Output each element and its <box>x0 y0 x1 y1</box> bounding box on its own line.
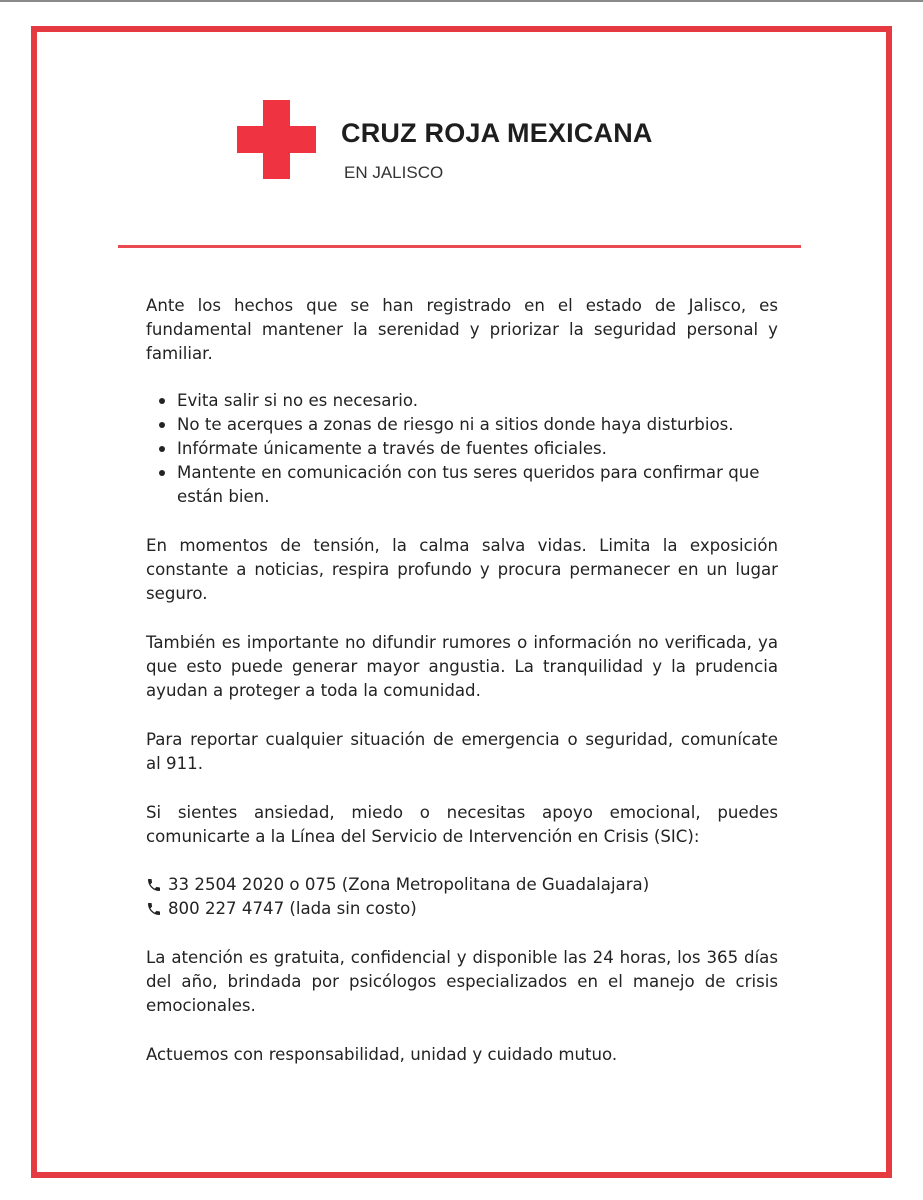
organization-name: CRUZ ROJA MEXICANA <box>341 118 653 148</box>
list-item-text: Evita salir si no es necesario. <box>177 391 419 410</box>
statement-body <box>146 294 778 1067</box>
phone-number-text: 800 227 4747 (lada sin costo) <box>168 899 417 918</box>
calm-paragraph: En momentos de tensión, la calma salva vidas. Limita la exposición constante a noticias, respira profundo y procura permanecer en un lugar seguro. <box>146 536 778 603</box>
bullet-icon <box>159 398 165 404</box>
recommendations-list <box>146 389 778 509</box>
red-cross-icon <box>237 100 316 179</box>
phone-line <box>146 873 778 897</box>
top-edge-strip <box>0 0 923 2</box>
rumors-paragraph: También es importante no difundir rumores o información no verificada, ya que esto puede generar mayor angustia. La tranquilidad y la prudencia ayudan a proteger a toda la comunidad. <box>146 633 778 700</box>
bullet-icon <box>159 446 165 452</box>
list-item-text: Mantente en comunicación con tus seres queridos para confirmar que están bien. <box>177 463 760 506</box>
list-item <box>146 413 778 437</box>
report-paragraph: Para reportar cualquier situación de emergencia o seguridad, comunícate al 911. <box>146 730 778 773</box>
bullet-icon <box>159 422 165 428</box>
header-divider <box>118 245 801 248</box>
phone-icon <box>146 877 162 893</box>
list-item-text: No te acerques a zonas de riesgo ni a sitios donde haya disturbios. <box>177 415 734 434</box>
list-item-text: Infórmate únicamente a través de fuentes oficiales. <box>177 439 607 458</box>
bullet-icon <box>159 470 165 476</box>
intro-paragraph: Ante los hechos que se han registrado en el estado de Jalisco, es fundamental mantener la serenidad y priorizar la seguridad personal y familiar. <box>146 296 778 363</box>
list-item <box>146 461 778 509</box>
list-item <box>146 437 778 461</box>
service-paragraph: La atención es gratuita, confidencial y disponible las 24 horas, los 365 días del año, brindada por psicólogos especializados en el manejo de crisis emocionales. <box>146 948 778 1015</box>
organization-subtitle: EN JALISCO <box>344 163 444 182</box>
phone-number-text: 33 2504 2020 o 075 (Zona Metropolitana de Guadalajara) <box>168 875 650 894</box>
phone-list <box>146 873 778 921</box>
support-paragraph: Si sientes ansiedad, miedo o necesitas apoyo emocional, puedes comunicarte a la Línea del Servicio de Intervención en Crisis (SIC): <box>146 803 778 846</box>
closing-paragraph: Actuemos con responsabilidad, unidad y cuidado mutuo. <box>146 1045 618 1064</box>
phone-line <box>146 897 778 921</box>
phone-icon <box>146 901 162 917</box>
red-cross-horizontal-bar <box>237 126 316 153</box>
list-item <box>146 389 778 413</box>
